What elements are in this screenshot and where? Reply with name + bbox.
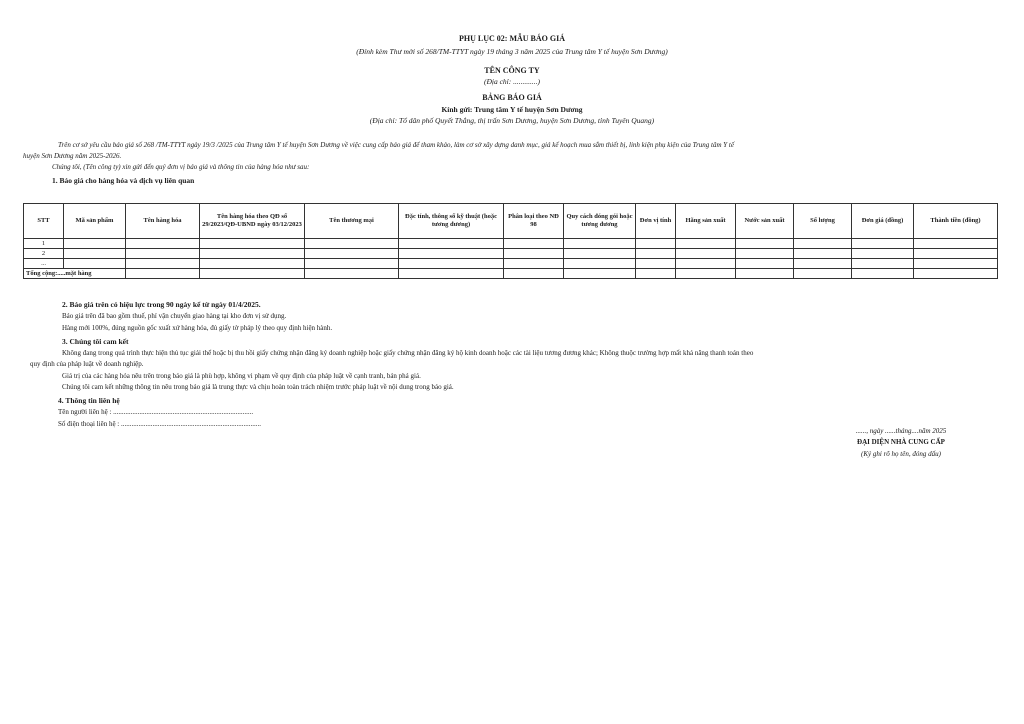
table-row [24,249,998,259]
col-header-country: Nước sản xuất [736,204,794,239]
contact-phone-field: Số điện thoại liên hệ : ................................................................................ [58,420,261,428]
row-stt: 1 [24,239,64,249]
col-header-unit: Đơn vị tính [636,204,676,239]
signature-date: ......, ngày ......tháng....năm 2025 [855,427,947,435]
table-header-row [24,204,998,239]
intro-line-1: Trên cơ sở yêu cầu báo giá số 268 /TM-TTYT ngày 19/3 /2025 của Trung tâm Y tế huyện Sơn Dương về việc cung cấp báo giá để tham khảo, làm cơ sở xây dựng danh mục, giá kế hoạch mua sắm thiết bị, linh kiện phụ kiện của Trung tâm Y tế [58,141,734,149]
row-stt: ... [24,259,64,269]
signature-note: (Ký ghi rõ họ tên, đóng dấu) [861,450,941,458]
section-3-line-3: Chúng tôi cam kết những thông tin nêu trong báo giá là trung thực và chịu hoàn toàn trách nhiệm trước pháp luật về nội dung trong báo giá. [62,383,454,391]
table-row [24,239,998,249]
recipient-line: Kính gửi: Trung tâm Y tế huyện Sơn Dương [441,105,583,114]
annex-subtitle: (Đính kèm Thư mời số 268/TM-TTYT ngày 19 tháng 3 năm 2025 của Trung tâm Y tế huyện Sơn Dương) [356,47,668,56]
annex-title: PHỤ LỤC 02: MẪU BÁO GIÁ [459,34,565,43]
col-header-specs: Đặc tính, thông số kỹ thuật (hoặc tương đương) [399,204,504,239]
col-header-item-name: Tên hàng hóa [126,204,200,239]
col-header-unit-price: Đơn giá (đồng) [852,204,914,239]
section-2-heading: 2. Báo giá trên có hiệu lực trong 90 ngày kể từ ngày 01/4/2025. [62,300,261,309]
col-header-item-name-decision: Tên hàng hóa theo QĐ số 29/2023/QĐ-UBND ngày 03/12/2023 [200,204,305,239]
col-header-manufacturer: Hãng sản xuất [676,204,736,239]
contact-name-field: Tên người liên hệ : ................................................................................ [58,408,254,416]
section-2-line-1: Báo giá trên đã bao gồm thuế, phí vận chuyển giao hàng tại kho đơn vị sử dụng. [62,312,287,320]
col-header-classification: Phân loại theo NĐ 98 [504,204,564,239]
section-1-heading: 1. Báo giá cho hàng hóa và dịch vụ liên quan [52,176,195,185]
intro-line-2: huyện Sơn Dương năm 2025-2026. [23,152,122,160]
row-stt: 2 [24,249,64,259]
section-3-line-2: Giá trị của các hàng hóa nêu trên trong báo giá là phù hợp, không vi phạm về quy định của pháp luật về cạnh tranh, bán phá giá. [62,372,421,380]
col-header-packaging: Quy cách đóng gói hoặc tương đương [564,204,636,239]
quotation-table [23,203,998,279]
company-address: (Địa chỉ: .............) [483,77,541,86]
total-label: Tổng cộng:.....mặt hàng [24,269,126,279]
table-total-row [24,269,998,279]
col-header-amount: Thành tiền (đồng) [914,204,998,239]
col-header-stt: STT [24,204,64,239]
section-2-line-2: Hàng mới 100%, đúng nguồn gốc xuất xứ hàng hóa, đủ giấy tờ pháp lý theo quy định hiện hành. [62,324,333,332]
table-row [24,259,998,269]
section-4-heading: 4. Thông tin liên hệ [58,396,120,405]
doc-title: BẢNG BÁO GIÁ [482,93,542,102]
col-header-trade-name: Tên thương mại [305,204,399,239]
signature-title: ĐẠI DIỆN NHÀ CUNG CẤP [857,438,945,446]
recipient-address: (Địa chỉ: Tổ dân phố Quyết Thắng, thị trấn Sơn Dương, huyện Sơn Dương, tỉnh Tuyên Quang) [369,116,655,125]
intro-line-3: Chúng tôi, (Tên công ty) xin gửi đến quý đơn vị báo giá và thông tin của hàng hóa như sau: [52,163,310,171]
col-header-quantity: Số lượng [794,204,852,239]
company-name: TÊN CÔNG TY [484,66,540,75]
col-header-product-code: Mã sản phẩm [64,204,126,239]
section-3-line-1b: quy định của pháp luật về doanh nghiệp. [30,360,144,368]
section-3-heading: 3. Chúng tôi cam kết [62,337,129,346]
section-3-line-1: Không đang trong quá trình thực hiện thủ tục giải thể hoặc bị thu hồi giấy chứng nhận đăng ký doanh nghiệp hoặc giấy chứng nhận đăng ký hộ kinh doanh hoặc các tài liệu tương đương khác; Không thuộc trường hợp mất khả năng thanh toán theo [62,349,754,357]
